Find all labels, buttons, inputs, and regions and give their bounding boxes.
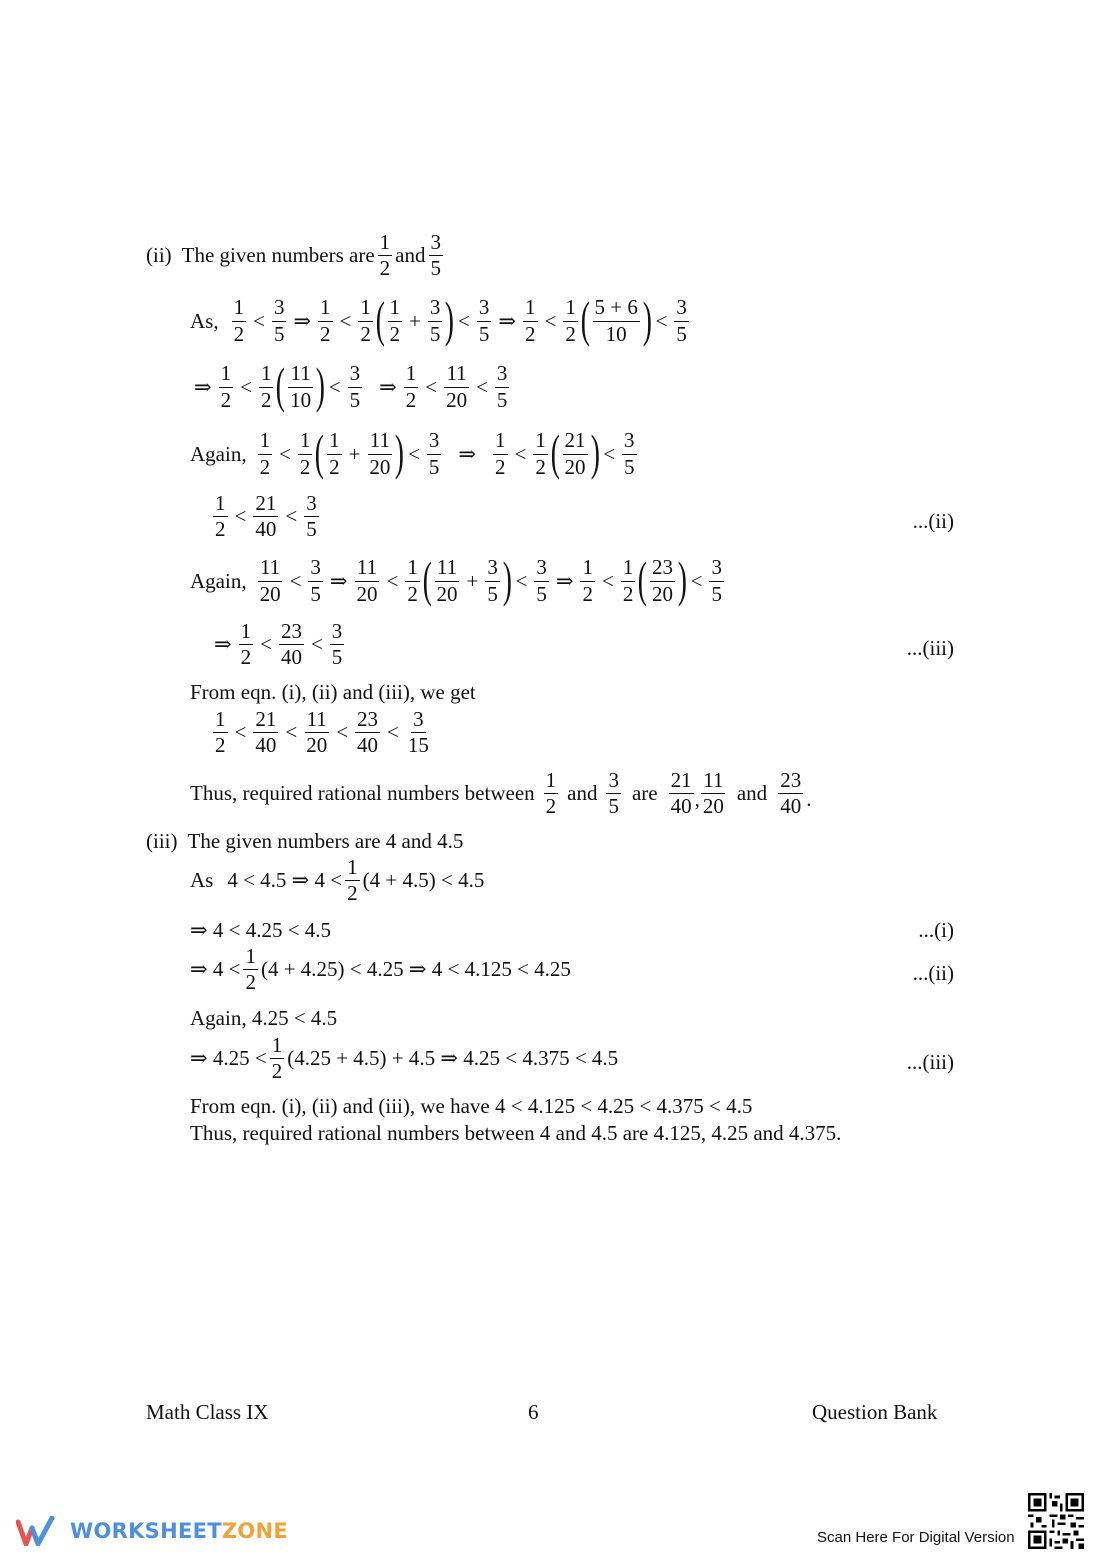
equation-tag: ...(iii)	[906, 636, 954, 660]
text-line: From eqn. (i), (ii) and (iii), we get	[190, 680, 476, 704]
qr-code-icon[interactable]	[1028, 1493, 1084, 1549]
equation-tag: ...(ii)	[912, 509, 954, 533]
math-line: ⇒ $\frac{1}{2}$ < $\frac{23}{40}$ < $\frac{3}{5}$	[214, 619, 343, 670]
w-logo-icon	[16, 1516, 60, 1546]
part-ii-label: (ii)	[146, 243, 172, 268]
math-line: As 4 < 4.5 ⇒ 4 < $\frac{1}{2}$ (4 + 4.5) < 4.5	[190, 855, 485, 906]
worksheetzone-logo[interactable]	[16, 1516, 288, 1546]
math-line: Again, $\frac{11}{20}$ < $\frac{3}{5}$ ⇒ $\frac{11}{20}$ < $\frac{1}{2}$ ( $\frac{11}{20}$ + $\frac{3}{5}$ ) < $\frac{3}{5}$ ⇒ $\frac{1}{2}$ < $\frac{1}{2}$ ( $\frac{23}{20}$ ) < $\frac{3}{5}$	[190, 551, 722, 607]
conclusion-line: Thus, required rational numbers between $\frac{1}{2}$ and $\frac{3}{5}$ are $\frac{21}{40}$ , $\frac{11}{20}$ and $\frac{23}{40}$ .	[190, 768, 812, 819]
footer-right: Question Bank	[812, 1400, 938, 1424]
brand-name: WORKSHEETZONE	[70, 1519, 289, 1543]
math-line: $\frac{1}{2}$ < $\frac{21}{40}$ < $\frac{11}{20}$ < $\frac{23}{40}$ < $\frac{3}{15}$	[215, 707, 429, 758]
math-line: As, $\frac{1}{2}$ < $\frac{3}{5}$ ⇒ $\frac{1}{2}$ < $\frac{1}{2}$ ( $\frac{1}{2}$ + $\frac{3}{5}$ ) < $\frac{3}{5}$ ⇒ $\frac{1}{2}$ < $\frac{1}{2}$ ( $\frac{5 + 6}{10}$ ) < $\frac{3}{5}$	[190, 291, 687, 347]
part-ii-intro: (ii) The given numbers are $\frac{1}{2}$ and $\frac{3}{5}$	[146, 230, 441, 281]
scan-text: Scan Here For Digital Version	[817, 1529, 1015, 1546]
math-line: $\frac{1}{2}$ < $\frac{21}{40}$ < $\frac{3}{5}$	[215, 491, 317, 542]
part-iii-label: (iii)	[146, 829, 178, 853]
page-number: 6	[528, 1400, 539, 1424]
text-line: Again, 4.25 < 4.5	[190, 1006, 338, 1030]
footer-left: Math Class IX	[146, 1400, 269, 1424]
math-line: ⇒ 4 < $\frac{1}{2}$ (4 + 4.25) < 4.25 ⇒ 4 < 4.125 < 4.25	[190, 944, 571, 995]
text-line: From eqn. (i), (ii) and (iii), we have 4 < 4.125 < 4.25 < 4.375 < 4.5	[190, 1094, 753, 1118]
part-iii-intro: (iii) The given numbers are 4 and 4.5	[146, 829, 464, 853]
math-line: ⇒ 4 < 4.25 < 4.5	[190, 918, 332, 942]
math-line: ⇒ $\frac{1}{2}$ < $\frac{1}{2}$ ( $\frac{11}{10}$ ) < $\frac{3}{5}$ ⇒ $\frac{1}{2}$ < $\frac{11}{20}$ < $\frac{3}{5}$	[194, 357, 508, 413]
fraction: $\frac{1}{2}$	[379, 230, 391, 281]
math-line: ⇒ 4.25 < $\frac{1}{2}$ (4.25 + 4.5) + 4.5 ⇒ 4.25 < 4.375 < 4.5	[190, 1033, 619, 1084]
math-line: Again, $\frac{1}{2}$ < $\frac{1}{2}$ ( $\frac{1}{2}$ + $\frac{11}{20}$ ) < $\frac{3}{5}$ ⇒ $\frac{1}{2}$ < $\frac{1}{2}$ ( $\frac{21}{20}$ ) < $\frac{3}{5}$	[190, 424, 635, 480]
equation-tag: ...(i)	[918, 918, 954, 942]
equation-tag: ...(iii)	[906, 1050, 954, 1074]
text-line: Thus, required rational numbers between 4 and 4.5 are 4.125, 4.25 and 4.375.	[190, 1121, 842, 1145]
part-ii-intro-text: The given numbers are	[181, 243, 375, 268]
fraction: $\frac{3}{5}$	[430, 230, 441, 281]
equation-tag: ...(ii)	[912, 961, 954, 985]
